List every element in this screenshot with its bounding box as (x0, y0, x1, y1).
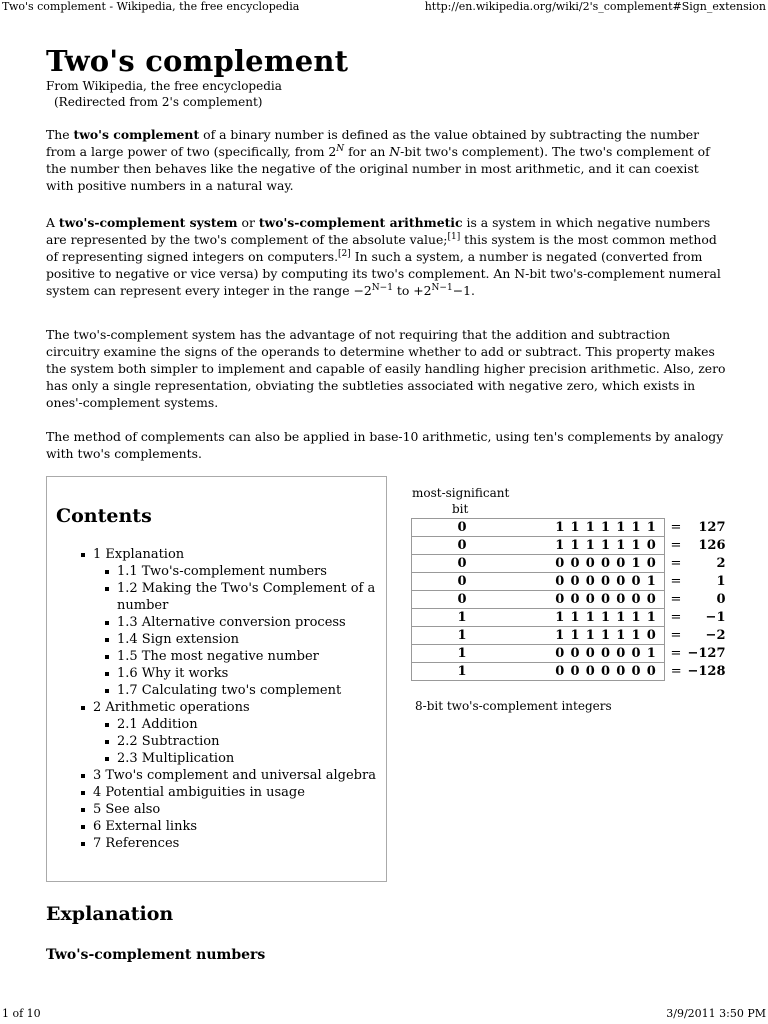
toc-item-calculating[interactable]: 1.7 Calculating two's complement (93, 682, 385, 699)
decimal-value: −127 (687, 645, 726, 661)
toc-item-sign-extension[interactable]: 1.4 Sign extension (93, 631, 385, 648)
remaining-bits: 0000001 (512, 573, 665, 591)
equals-sign: = (670, 537, 682, 553)
equals-sign: = (670, 573, 682, 589)
twos-complement-table (411, 518, 726, 681)
table-row (412, 573, 726, 591)
table-row (412, 663, 726, 681)
citation-link-1[interactable]: [1] (447, 231, 461, 242)
remaining-bits: 1111110 (512, 537, 665, 555)
toc-item-ambiguities[interactable]: 4 Potential ambiguities in usage (67, 784, 385, 801)
msb-bit: 0 (412, 555, 513, 573)
table-row (412, 627, 726, 645)
remaining-bits: 0000001 (512, 645, 665, 663)
intro-paragraph-3: The two's-complement system has the advantage of not requiring that the addition and subtraction circuitry examine the signs of the operands to determine whether to add or subtract. This property makes the system both simpler to implement and capable of easily handling higher precision arithmetic. Also, zero has only a single representation, obviating the subtleties associated with negative zero, which exists in ones'-complement systems. (46, 327, 726, 410)
toc-item-twos-complement-numbers[interactable]: 1.1 Two's-complement numbers (93, 563, 385, 580)
print-footer-page: 1 of 10 (2, 1007, 41, 1020)
toc-item-see-also[interactable]: 5 See also (67, 801, 385, 818)
toc-item-references[interactable]: 7 References (67, 835, 385, 852)
page-title: Two's complement (46, 44, 349, 78)
decimal-value: 2 (716, 555, 726, 571)
print-header-url: http://en.wikipedia.org/wiki/2's_complement#Sign_extension (424, 0, 766, 13)
decimal-value: 126 (698, 537, 726, 553)
table-row (412, 537, 726, 555)
toc-item-universal-algebra[interactable]: 3 Two's complement and universal algebra (67, 767, 385, 784)
toc-item-making-twos-complement[interactable]: 1.2 Making the Two's Complement of a number (93, 580, 385, 614)
table-row (412, 519, 726, 537)
toc-item-addition[interactable]: 2.1 Addition (93, 716, 385, 733)
msb-bit: 0 (412, 573, 513, 591)
remaining-bits: 1111110 (512, 627, 665, 645)
intro-paragraph-4: The method of complements can also be applied in base-10 arithmetic, using ten's complements by analogy with two's complements. (46, 429, 724, 461)
msb-bit: 0 (412, 519, 513, 537)
msb-bit: 1 (412, 609, 513, 627)
msb-bit: 1 (412, 645, 513, 663)
remaining-bits: 1111111 (512, 519, 665, 537)
remaining-bits: 0000010 (512, 555, 665, 573)
toc-item-subtraction[interactable]: 2.2 Subtraction (93, 733, 385, 750)
msb-bit: 1 (412, 627, 513, 645)
table-of-contents (46, 476, 387, 882)
decimal-value: −128 (687, 663, 726, 679)
equals-sign: = (670, 645, 682, 661)
intro-paragraph-1: The two's complement of a binary number is defined as the value obtained by subtracting the number from a large power of two (specifically, from $2^N$ for an N-bit two's complement). The two's complement of the number then behaves like the negative of the original number in most arithmetic, and it can coexist with positive numbers in a natural way. (46, 127, 710, 193)
toc-item-alternative-conversion[interactable]: 1.3 Alternative conversion process (93, 614, 385, 631)
equals-sign: = (670, 609, 682, 625)
table-row (412, 645, 726, 663)
citation-link-2[interactable]: [2] (338, 248, 351, 259)
site-sub: From Wikipedia, the free encyclopedia (46, 79, 282, 93)
decimal-value: −1 (705, 609, 726, 625)
print-footer-date: 3/9/2011 3:50 PM (666, 1007, 766, 1020)
toc-title: Contents (56, 505, 152, 527)
print-header-title: Two's complement - Wikipedia, the free encyclopedia (2, 0, 300, 13)
subsection-heading-twos-complement-numbers: Two's-complement numbers (46, 947, 266, 963)
redirect-note: (Redirected from 2's complement) (54, 95, 263, 109)
toc-item-multiplication[interactable]: 2.3 Multiplication (93, 750, 385, 767)
table-row (412, 609, 726, 627)
toc-item-most-negative-number[interactable]: 1.5 The most negative number (93, 648, 385, 665)
decimal-value: −2 (705, 627, 726, 643)
toc-item-arithmetic-operations[interactable]: 2 Arithmetic operations 2.1 Addition 2.2 Subtraction 2.3 Multiplication (67, 699, 385, 767)
equals-sign: = (670, 555, 682, 571)
remaining-bits: 1111111 (512, 609, 665, 627)
intro-paragraph-2: A two's-complement system or two's-complement arithmetic is a system in which negative numbers are represented by the two's complement of the absolute value;[1] this system is the most common method of representing signed integers on computers.[2] In such a system, a number is negated (converted from positive to negative or vice versa) by computing its two's complement. An N-bit two's-complement numeral system can represent every integer in the range $-2^{N-1}$ to $+2^{N-1}-1$. (46, 215, 721, 298)
decimal-value: 127 (698, 519, 726, 535)
decimal-value: 1 (716, 573, 726, 589)
msb-bit: 0 (412, 537, 513, 555)
equals-sign: = (670, 663, 682, 679)
toc-item-external-links[interactable]: 6 External links (67, 818, 385, 835)
toc-item-explanation[interactable]: 1 Explanation 1.1 Two's-complement numbers 1.2 Making the Two's Complement of a number 1.3 Alternative conversion process 1.4 Sign extension 1.5 The most negative number 1.6 Why it works 1.7 Calculating two's complement (67, 546, 385, 699)
figure-caption: 8-bit two's-complement integers (415, 699, 612, 713)
remaining-bits: 0000000 (512, 663, 665, 681)
equals-sign: = (670, 519, 682, 535)
toc-item-why-it-works[interactable]: 1.6 Why it works (93, 665, 385, 682)
msb-bit: 1 (412, 663, 513, 681)
table-row (412, 555, 726, 573)
table-row (412, 591, 726, 609)
equals-sign: = (670, 591, 682, 607)
remaining-bits: 0000000 (512, 591, 665, 609)
equals-sign: = (670, 627, 682, 643)
decimal-value: 0 (716, 591, 726, 607)
figure-caption-msb: most-significant bit (412, 486, 510, 516)
msb-bit: 0 (412, 591, 513, 609)
section-heading-explanation: Explanation (46, 903, 174, 925)
